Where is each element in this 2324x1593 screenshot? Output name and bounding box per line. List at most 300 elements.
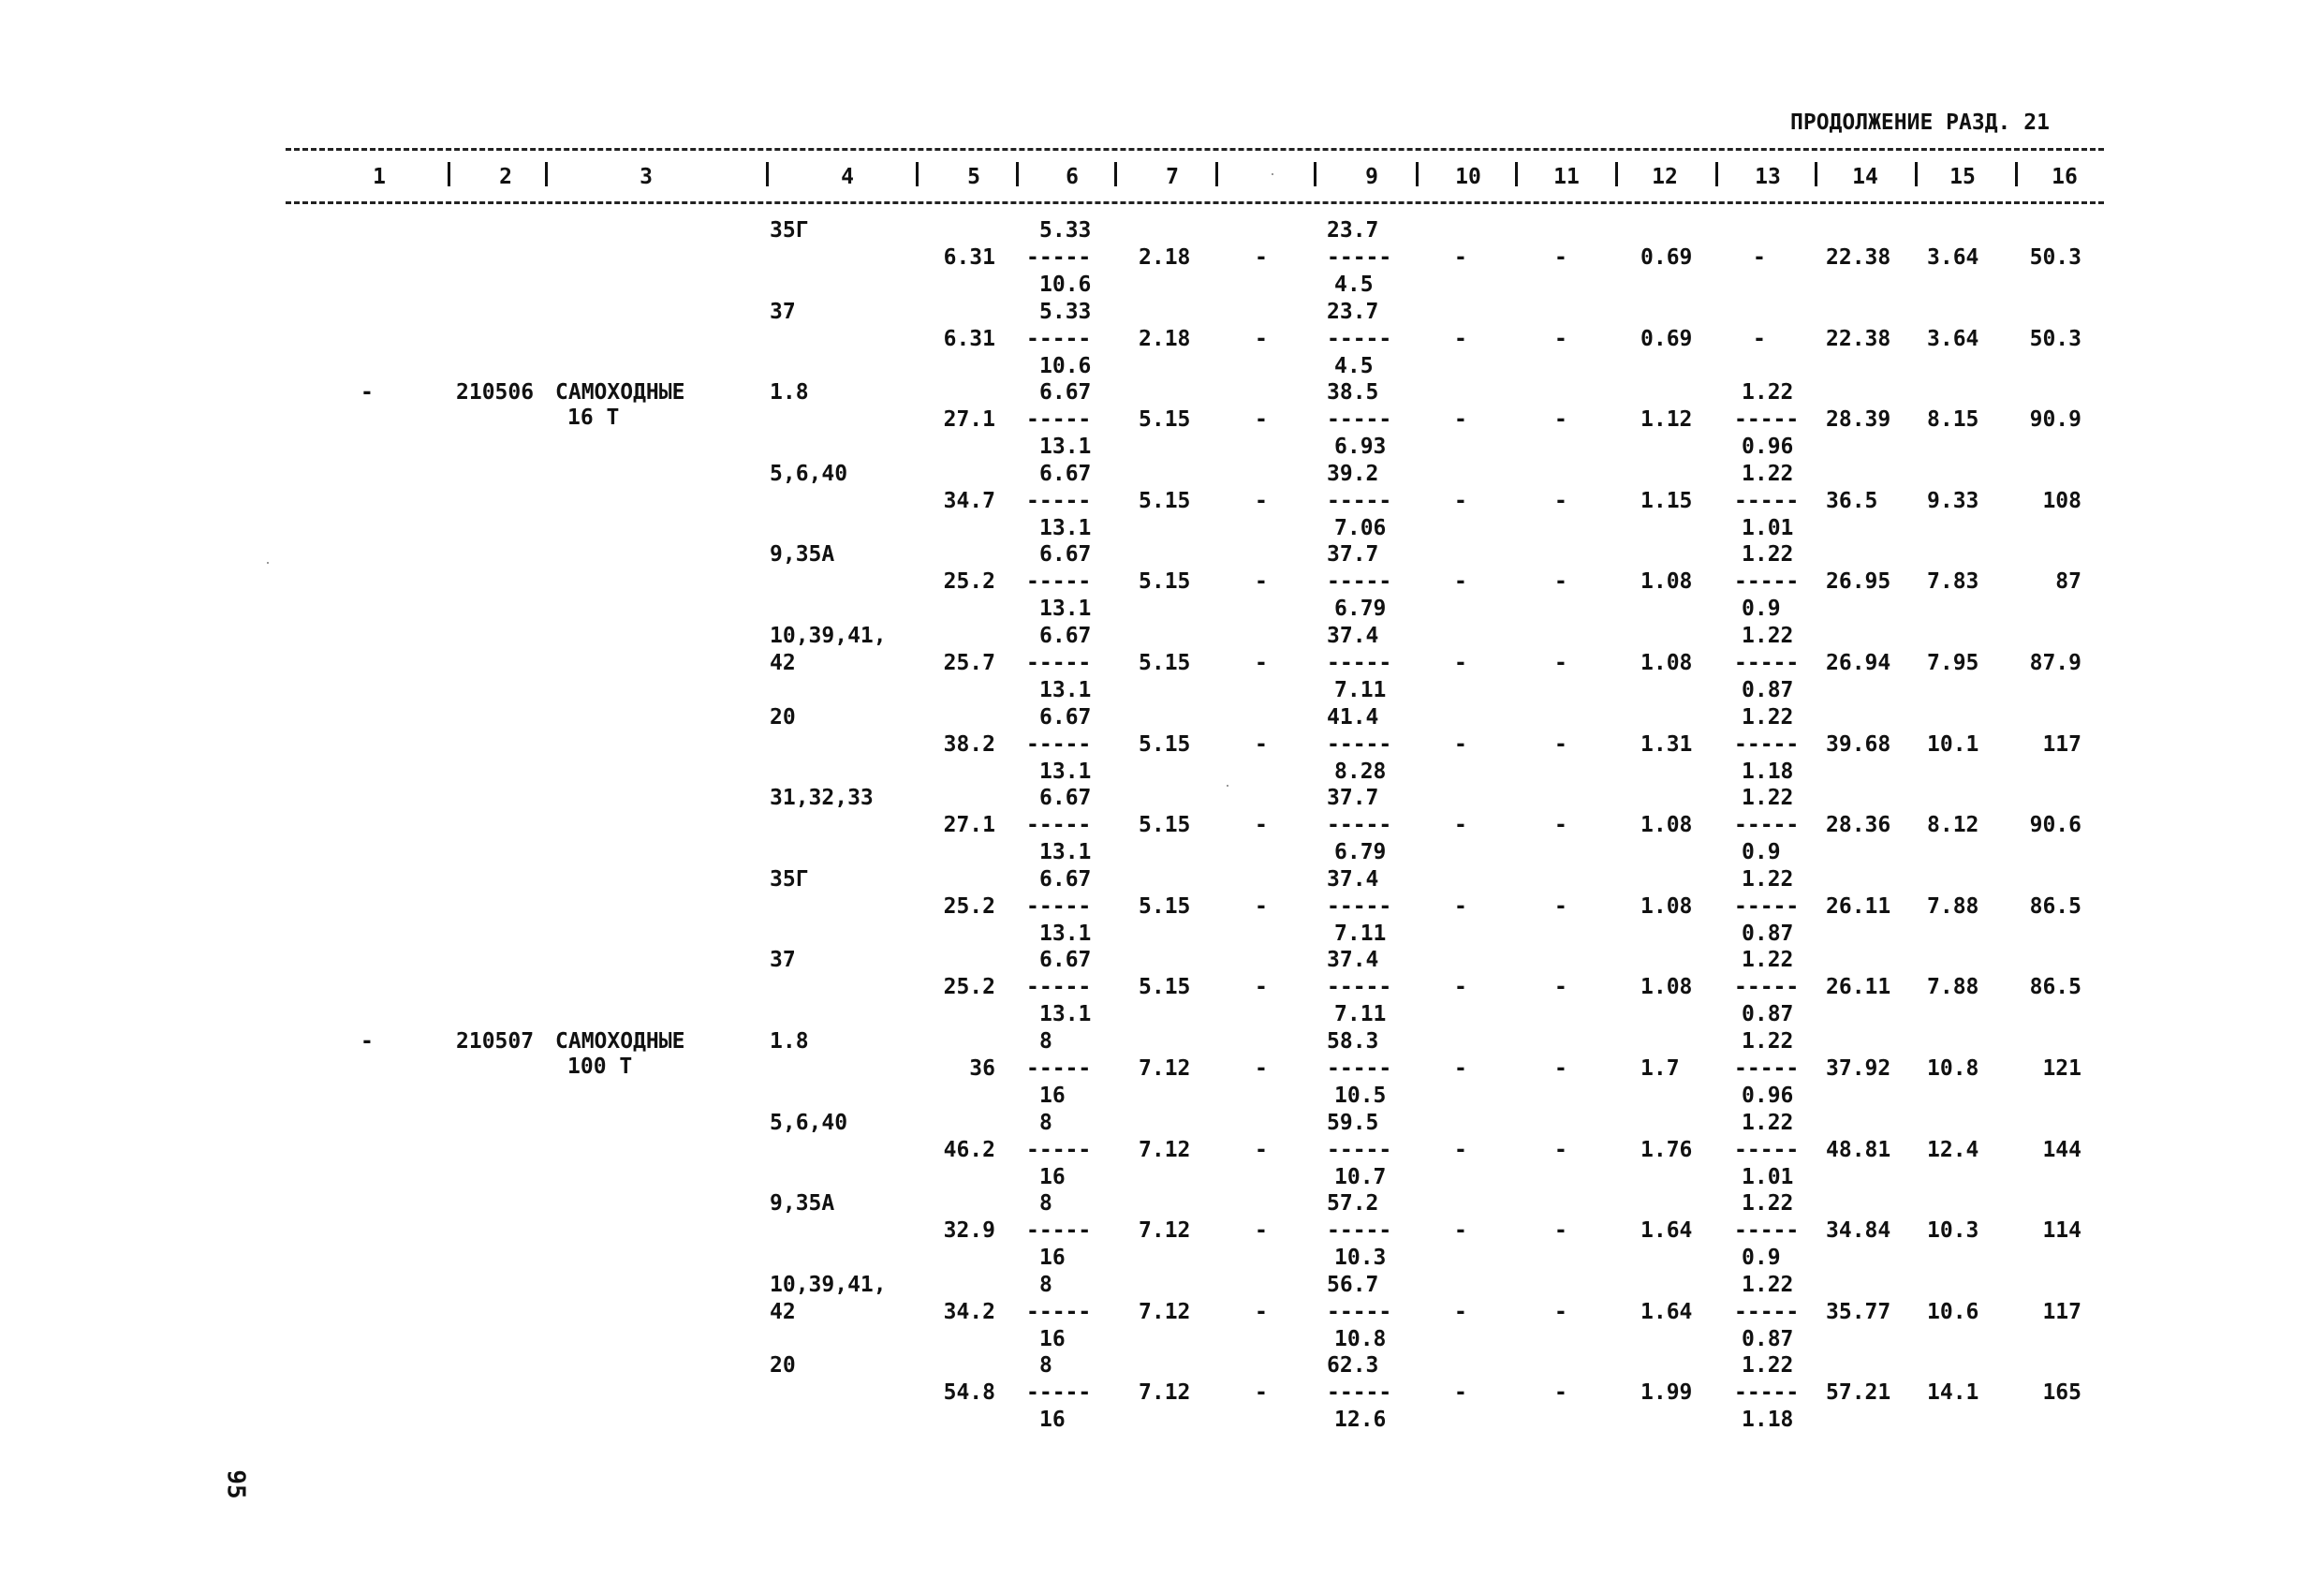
cell-col10: - [1454, 569, 1467, 594]
column-header: 4 [841, 165, 854, 189]
header-rule-top [286, 148, 2104, 151]
cell-col7: 5.15 [1139, 732, 1191, 757]
cell-name-capacity: 100 Т [567, 1055, 633, 1079]
cell-col15: 3.64 [1927, 245, 1979, 270]
cell-col6-numerator: 8 [1039, 1111, 1052, 1135]
cell-col11: - [1554, 813, 1567, 837]
cell-col4: 1.8 [770, 1029, 809, 1054]
cell-col13-denominator: 1.18 [1742, 760, 1794, 784]
fraction-line: ----- [1327, 975, 1392, 999]
cell-col14: 39.68 [1826, 732, 1891, 757]
cell-col10: - [1454, 245, 1467, 270]
column-separator [916, 162, 919, 186]
cell-col5: 25.2 [943, 569, 995, 594]
column-header: 10 [1455, 165, 1481, 189]
cell-col8: - [1255, 489, 1268, 513]
column-header: 11 [1553, 165, 1580, 189]
cell-col12: 1.64 [1640, 1300, 1693, 1324]
fraction-line: ----- [1734, 894, 1800, 919]
cell-col9-denominator: 4.5 [1334, 354, 1374, 378]
cell-col8: - [1255, 1056, 1268, 1081]
cell-col6-denominator: 16 [1039, 1084, 1066, 1108]
cell-col7: 7.12 [1139, 1380, 1191, 1405]
cell-col13: - [1753, 327, 1766, 351]
page-header: ПРОДОЛЖЕНИЕ РАЗД. 21 [1790, 111, 2050, 135]
cell-col9-numerator: 23.7 [1327, 218, 1379, 243]
cell-col9-denominator: 10.5 [1334, 1084, 1387, 1108]
page-number: 95 [221, 1469, 250, 1499]
cell-col4-cont: 42 [770, 1300, 796, 1324]
cell-col6-numerator: 8 [1039, 1191, 1052, 1216]
fraction-line: ----- [1327, 245, 1392, 270]
cell-col8: - [1255, 1380, 1268, 1405]
cell-col13-numerator: 1.22 [1742, 380, 1794, 405]
cell-col13-numerator: 1.22 [1742, 705, 1794, 730]
cell-col10: - [1454, 1300, 1467, 1324]
cell-col4: 1.8 [770, 380, 809, 405]
cell-col5: 27.1 [943, 813, 995, 837]
cell-col13-numerator: 1.22 [1742, 867, 1794, 892]
cell-col7: 7.12 [1139, 1300, 1191, 1324]
cell-col11: - [1554, 327, 1567, 351]
fraction-line: ----- [1026, 813, 1092, 837]
fraction-line: ----- [1026, 1218, 1092, 1243]
cell-col8: - [1255, 327, 1268, 351]
cell-col10: - [1454, 327, 1467, 351]
fraction-line: ----- [1327, 407, 1392, 432]
cell-col14: 26.95 [1826, 569, 1891, 594]
cell-col1-dash: - [360, 1029, 374, 1054]
cell-col16: 108 [2042, 489, 2081, 513]
fraction-line: ----- [1327, 1300, 1392, 1324]
cell-col4: 10,39,41, [770, 1273, 887, 1297]
cell-col13-numerator: 1.22 [1742, 462, 1794, 486]
cell-name: САМОХОДНЫЕ [555, 1029, 685, 1054]
fraction-line: ----- [1734, 975, 1800, 999]
cell-col11: - [1554, 1300, 1567, 1324]
cell-col12: 1.08 [1640, 651, 1693, 675]
cell-col12: 1.08 [1640, 975, 1693, 999]
cell-col12: 1.99 [1640, 1380, 1693, 1405]
cell-col12: 1.12 [1640, 407, 1693, 432]
cell-col15: 8.15 [1927, 407, 1979, 432]
fraction-line: ----- [1026, 1138, 1092, 1162]
cell-col11: - [1554, 1218, 1567, 1243]
cell-col9-denominator: 10.3 [1334, 1246, 1387, 1270]
cell-col10: - [1454, 1218, 1467, 1243]
cell-col4: 10,39,41, [770, 624, 887, 648]
cell-col14: 37.92 [1826, 1056, 1891, 1081]
cell-col9-numerator: 38.5 [1327, 380, 1379, 405]
cell-col6-denominator: 16 [1039, 1327, 1066, 1351]
fraction-line: ----- [1026, 732, 1092, 757]
cell-col5: 34.7 [943, 489, 995, 513]
cell-col13-denominator: 0.87 [1742, 1002, 1794, 1026]
cell-col4-cont: 42 [770, 651, 796, 675]
cell-col6-denominator: 16 [1039, 1165, 1066, 1189]
column-separator [448, 162, 450, 186]
cell-col13-denominator: 0.87 [1742, 1327, 1794, 1351]
cell-col10: - [1454, 732, 1467, 757]
fraction-line: ----- [1026, 1380, 1092, 1405]
fraction-line: ----- [1734, 407, 1800, 432]
column-separator [1915, 162, 1918, 186]
cell-col15: 7.83 [1927, 569, 1979, 594]
cell-col11: - [1554, 651, 1567, 675]
cell-col6-numerator: 6.67 [1039, 624, 1092, 648]
cell-col8: - [1255, 407, 1268, 432]
cell-col7: 5.15 [1139, 407, 1191, 432]
cell-col4: 9,35А [770, 1191, 835, 1216]
cell-col16: 121 [2042, 1056, 2081, 1081]
cell-col16: 87.9 [2029, 651, 2081, 675]
column-separator [1215, 162, 1218, 186]
cell-col9-denominator: 7.06 [1334, 516, 1387, 540]
cell-col4: 37 [770, 300, 796, 324]
cell-col4: 31,32,33 [770, 786, 874, 810]
cell-col10: - [1454, 1380, 1467, 1405]
column-header: 12 [1652, 165, 1678, 189]
cell-col11: - [1554, 569, 1567, 594]
cell-col9-denominator: 10.7 [1334, 1165, 1387, 1189]
scan-speck [1272, 173, 1273, 175]
cell-col1-dash: - [360, 380, 374, 405]
column-separator [766, 162, 769, 186]
cell-col4: 9,35А [770, 542, 835, 567]
cell-col15: 7.88 [1927, 975, 1979, 999]
cell-col16: 90.6 [2029, 813, 2081, 837]
cell-col7: 2.18 [1139, 245, 1191, 270]
cell-col11: - [1554, 1056, 1567, 1081]
cell-col7: 5.15 [1139, 569, 1191, 594]
cell-col6-numerator: 6.67 [1039, 380, 1092, 405]
cell-col11: - [1554, 407, 1567, 432]
cell-col5: 34.2 [943, 1300, 995, 1324]
cell-col6-numerator: 8 [1039, 1029, 1052, 1054]
fraction-line: ----- [1734, 1380, 1800, 1405]
column-header: 13 [1755, 165, 1781, 189]
cell-col15: 10.3 [1927, 1218, 1979, 1243]
column-header: 9 [1365, 165, 1378, 189]
cell-col8: - [1255, 245, 1268, 270]
cell-col10: - [1454, 1138, 1467, 1162]
cell-col7: 7.12 [1139, 1138, 1191, 1162]
cell-col16: 50.3 [2029, 327, 2081, 351]
cell-col9-numerator: 37.7 [1327, 786, 1379, 810]
column-separator [545, 162, 548, 186]
fraction-line: ----- [1026, 1056, 1092, 1081]
cell-col15: 7.88 [1927, 894, 1979, 919]
cell-col8: - [1255, 732, 1268, 757]
cell-col8: - [1255, 1218, 1268, 1243]
fraction-line: ----- [1026, 975, 1092, 999]
fraction-line: ----- [1327, 651, 1392, 675]
cell-col14: 34.84 [1826, 1218, 1891, 1243]
cell-col9-numerator: 39.2 [1327, 462, 1379, 486]
cell-col13-denominator: 0.96 [1742, 435, 1794, 459]
cell-col5: 25.2 [943, 975, 995, 999]
cell-col5: 25.2 [943, 894, 995, 919]
fraction-line: ----- [1327, 813, 1392, 837]
cell-col11: - [1554, 894, 1567, 919]
cell-col6-denominator: 13.1 [1039, 760, 1092, 784]
cell-col12: 1.76 [1640, 1138, 1693, 1162]
cell-col9-denominator: 7.11 [1334, 1002, 1387, 1026]
cell-col7: 7.12 [1139, 1056, 1191, 1081]
cell-col7: 5.15 [1139, 651, 1191, 675]
cell-col9-numerator: 23.7 [1327, 300, 1379, 324]
cell-col9-numerator: 37.4 [1327, 948, 1379, 972]
column-separator [2015, 162, 2018, 186]
fraction-line: ----- [1026, 327, 1092, 351]
cell-col4: 20 [770, 1353, 796, 1378]
cell-col9-numerator: 37.7 [1327, 542, 1379, 567]
cell-col13-numerator: 1.22 [1742, 1029, 1794, 1054]
cell-col9-numerator: 37.4 [1327, 867, 1379, 892]
fraction-line: ----- [1026, 245, 1092, 270]
cell-col4: 35Г [770, 867, 809, 892]
fraction-line: ----- [1734, 651, 1800, 675]
fraction-line: ----- [1734, 1218, 1800, 1243]
cell-col16: 117 [2042, 732, 2081, 757]
cell-col9-denominator: 6.93 [1334, 435, 1387, 459]
fraction-line: ----- [1327, 1380, 1392, 1405]
fraction-line: ----- [1734, 1300, 1800, 1324]
cell-col14: 22.38 [1826, 327, 1891, 351]
cell-col14: 48.81 [1826, 1138, 1891, 1162]
cell-code: 210506 [456, 380, 535, 405]
cell-col8: - [1255, 1300, 1268, 1324]
cell-col9-numerator: 37.4 [1327, 624, 1379, 648]
fraction-line: ----- [1026, 407, 1092, 432]
cell-col13-denominator: 0.87 [1742, 922, 1794, 946]
fraction-line: ----- [1026, 489, 1092, 513]
cell-col7: 2.18 [1139, 327, 1191, 351]
column-separator [1016, 162, 1019, 186]
cell-col14: 28.36 [1826, 813, 1891, 837]
cell-col13-numerator: 1.22 [1742, 786, 1794, 810]
cell-col10: - [1454, 651, 1467, 675]
cell-col9-numerator: 41.4 [1327, 705, 1379, 730]
cell-col13-denominator: 0.9 [1742, 1246, 1781, 1270]
fraction-line: ----- [1327, 327, 1392, 351]
cell-col13-numerator: 1.22 [1742, 542, 1794, 567]
cell-col10: - [1454, 813, 1467, 837]
fraction-line: ----- [1734, 489, 1800, 513]
cell-col11: - [1554, 245, 1567, 270]
cell-col13-numerator: 1.22 [1742, 624, 1794, 648]
cell-col6-numerator: 5.33 [1039, 300, 1092, 324]
column-separator [1314, 162, 1316, 186]
cell-col16: 165 [2042, 1380, 2081, 1405]
column-header: 1 [373, 165, 386, 189]
cell-col10: - [1454, 975, 1467, 999]
cell-col13-denominator: 0.87 [1742, 678, 1794, 702]
cell-col13-denominator: 1.01 [1742, 516, 1794, 540]
cell-col8: - [1255, 651, 1268, 675]
cell-col9-numerator: 59.5 [1327, 1111, 1379, 1135]
cell-col4: 35Г [770, 218, 809, 243]
cell-col13-denominator: 1.01 [1742, 1165, 1794, 1189]
cell-col9-denominator: 4.5 [1334, 273, 1374, 297]
cell-col4: 5,6,40 [770, 462, 848, 486]
cell-col9-numerator: 57.2 [1327, 1191, 1379, 1216]
cell-col4: 5,6,40 [770, 1111, 848, 1135]
cell-col14: 35.77 [1826, 1300, 1891, 1324]
cell-col6-denominator: 13.1 [1039, 516, 1092, 540]
column-separator [1515, 162, 1518, 186]
cell-col13-numerator: 1.22 [1742, 948, 1794, 972]
cell-col13-numerator: 1.22 [1742, 1191, 1794, 1216]
cell-col6-numerator: 8 [1039, 1273, 1052, 1297]
cell-col12: 0.69 [1640, 245, 1693, 270]
cell-col8: - [1255, 813, 1268, 837]
cell-col6-numerator: 6.67 [1039, 462, 1092, 486]
cell-col16: 87 [2055, 569, 2081, 594]
cell-col10: - [1454, 1056, 1467, 1081]
cell-col6-numerator: 6.67 [1039, 948, 1092, 972]
cell-name: САМОХОДНЫЕ [555, 380, 685, 405]
cell-col15: 10.8 [1927, 1056, 1979, 1081]
cell-col13-denominator: 0.9 [1742, 840, 1781, 864]
cell-col7: 5.15 [1139, 813, 1191, 837]
cell-name-capacity: 16 Т [567, 406, 620, 430]
cell-col8: - [1255, 894, 1268, 919]
cell-col5: 6.31 [943, 327, 995, 351]
cell-col12: 1.08 [1640, 569, 1693, 594]
cell-col9-denominator: 8.28 [1334, 760, 1387, 784]
cell-col7: 5.15 [1139, 975, 1191, 999]
fraction-line: ----- [1327, 1138, 1392, 1162]
cell-col5: 6.31 [943, 245, 995, 270]
cell-col13-numerator: 1.22 [1742, 1353, 1794, 1378]
cell-col13: - [1753, 245, 1766, 270]
cell-col6-denominator: 10.6 [1039, 354, 1092, 378]
cell-col12: 1.7 [1640, 1056, 1680, 1081]
cell-col16: 90.9 [2029, 407, 2081, 432]
cell-col9-denominator: 10.8 [1334, 1327, 1387, 1351]
fraction-line: ----- [1734, 732, 1800, 757]
cell-col13-denominator: 1.18 [1742, 1408, 1794, 1432]
scan-speck [267, 562, 269, 564]
cell-col5: 32.9 [943, 1218, 995, 1243]
column-header: 16 [2052, 165, 2078, 189]
cell-col10: - [1454, 894, 1467, 919]
cell-col6-denominator: 10.6 [1039, 273, 1092, 297]
cell-col14: 57.21 [1826, 1380, 1891, 1405]
column-separator [1416, 162, 1419, 186]
column-header: 15 [1949, 165, 1976, 189]
fraction-line: ----- [1026, 1300, 1092, 1324]
cell-col14: 28.39 [1826, 407, 1891, 432]
cell-col5: 36 [969, 1056, 995, 1081]
cell-col6-denominator: 13.1 [1039, 678, 1092, 702]
cell-col15: 9.33 [1927, 489, 1979, 513]
cell-col8: - [1255, 1138, 1268, 1162]
cell-col6-numerator: 8 [1039, 1353, 1052, 1378]
fraction-line: ----- [1734, 569, 1800, 594]
cell-col11: - [1554, 1138, 1567, 1162]
cell-col5: 54.8 [943, 1380, 995, 1405]
cell-col13-denominator: 0.9 [1742, 597, 1781, 621]
header-rule-bottom [286, 201, 2104, 204]
cell-col6-numerator: 6.67 [1039, 867, 1092, 892]
cell-col9-denominator: 12.6 [1334, 1408, 1387, 1432]
column-separator [1114, 162, 1117, 186]
column-header: 6 [1066, 165, 1079, 189]
cell-col12: 1.31 [1640, 732, 1693, 757]
cell-col6-numerator: 6.67 [1039, 542, 1092, 567]
fraction-line: ----- [1026, 569, 1092, 594]
fraction-line: ----- [1026, 894, 1092, 919]
cell-col15: 10.6 [1927, 1300, 1979, 1324]
cell-col9-numerator: 58.3 [1327, 1029, 1379, 1054]
cell-col14: 22.38 [1826, 245, 1891, 270]
cell-col13-denominator: 0.96 [1742, 1084, 1794, 1108]
cell-col6-denominator: 16 [1039, 1408, 1066, 1432]
cell-col6-denominator: 13.1 [1039, 1002, 1092, 1026]
cell-col4: 37 [770, 948, 796, 972]
cell-col4: 20 [770, 705, 796, 730]
cell-col14: 36.5 [1826, 489, 1878, 513]
cell-col6-denominator: 13.1 [1039, 840, 1092, 864]
cell-col13-numerator: 1.22 [1742, 1111, 1794, 1135]
cell-col6-denominator: 13.1 [1039, 435, 1092, 459]
column-separator [1715, 162, 1718, 186]
cell-col14: 26.11 [1826, 894, 1891, 919]
cell-col11: - [1554, 975, 1567, 999]
cell-col12: 1.64 [1640, 1218, 1693, 1243]
cell-col16: 114 [2042, 1218, 2081, 1243]
cell-col12: 1.15 [1640, 489, 1693, 513]
column-header: 14 [1852, 165, 1878, 189]
cell-col12: 0.69 [1640, 327, 1693, 351]
cell-col11: - [1554, 732, 1567, 757]
column-separator [1815, 162, 1817, 186]
cell-col15: 3.64 [1927, 327, 1979, 351]
cell-col8: - [1255, 975, 1268, 999]
fraction-line: ----- [1327, 569, 1392, 594]
cell-col11: - [1554, 1380, 1567, 1405]
cell-col15: 7.95 [1927, 651, 1979, 675]
column-separator [1615, 162, 1618, 186]
cell-col10: - [1454, 489, 1467, 513]
cell-col12: 1.08 [1640, 894, 1693, 919]
cell-col9-numerator: 56.7 [1327, 1273, 1379, 1297]
fraction-line: ----- [1327, 1218, 1392, 1243]
fraction-line: ----- [1026, 651, 1092, 675]
cell-col16: 50.3 [2029, 245, 2081, 270]
cell-col15: 8.12 [1927, 813, 1979, 837]
column-header: 7 [1166, 165, 1179, 189]
cell-col7: 5.15 [1139, 894, 1191, 919]
fraction-line: ----- [1327, 489, 1392, 513]
cell-col7: 5.15 [1139, 489, 1191, 513]
cell-code: 210507 [456, 1029, 535, 1054]
column-header: 3 [640, 165, 653, 189]
cell-col5: 27.1 [943, 407, 995, 432]
cell-col13-numerator: 1.22 [1742, 1273, 1794, 1297]
cell-col10: - [1454, 407, 1467, 432]
fraction-line: ----- [1327, 894, 1392, 919]
cell-col16: 86.5 [2029, 975, 2081, 999]
cell-col15: 12.4 [1927, 1138, 1979, 1162]
cell-col16: 117 [2042, 1300, 2081, 1324]
cell-col9-denominator: 6.79 [1334, 840, 1387, 864]
cell-col12: 1.08 [1640, 813, 1693, 837]
fraction-line: ----- [1734, 813, 1800, 837]
scan-speck [1227, 785, 1228, 787]
